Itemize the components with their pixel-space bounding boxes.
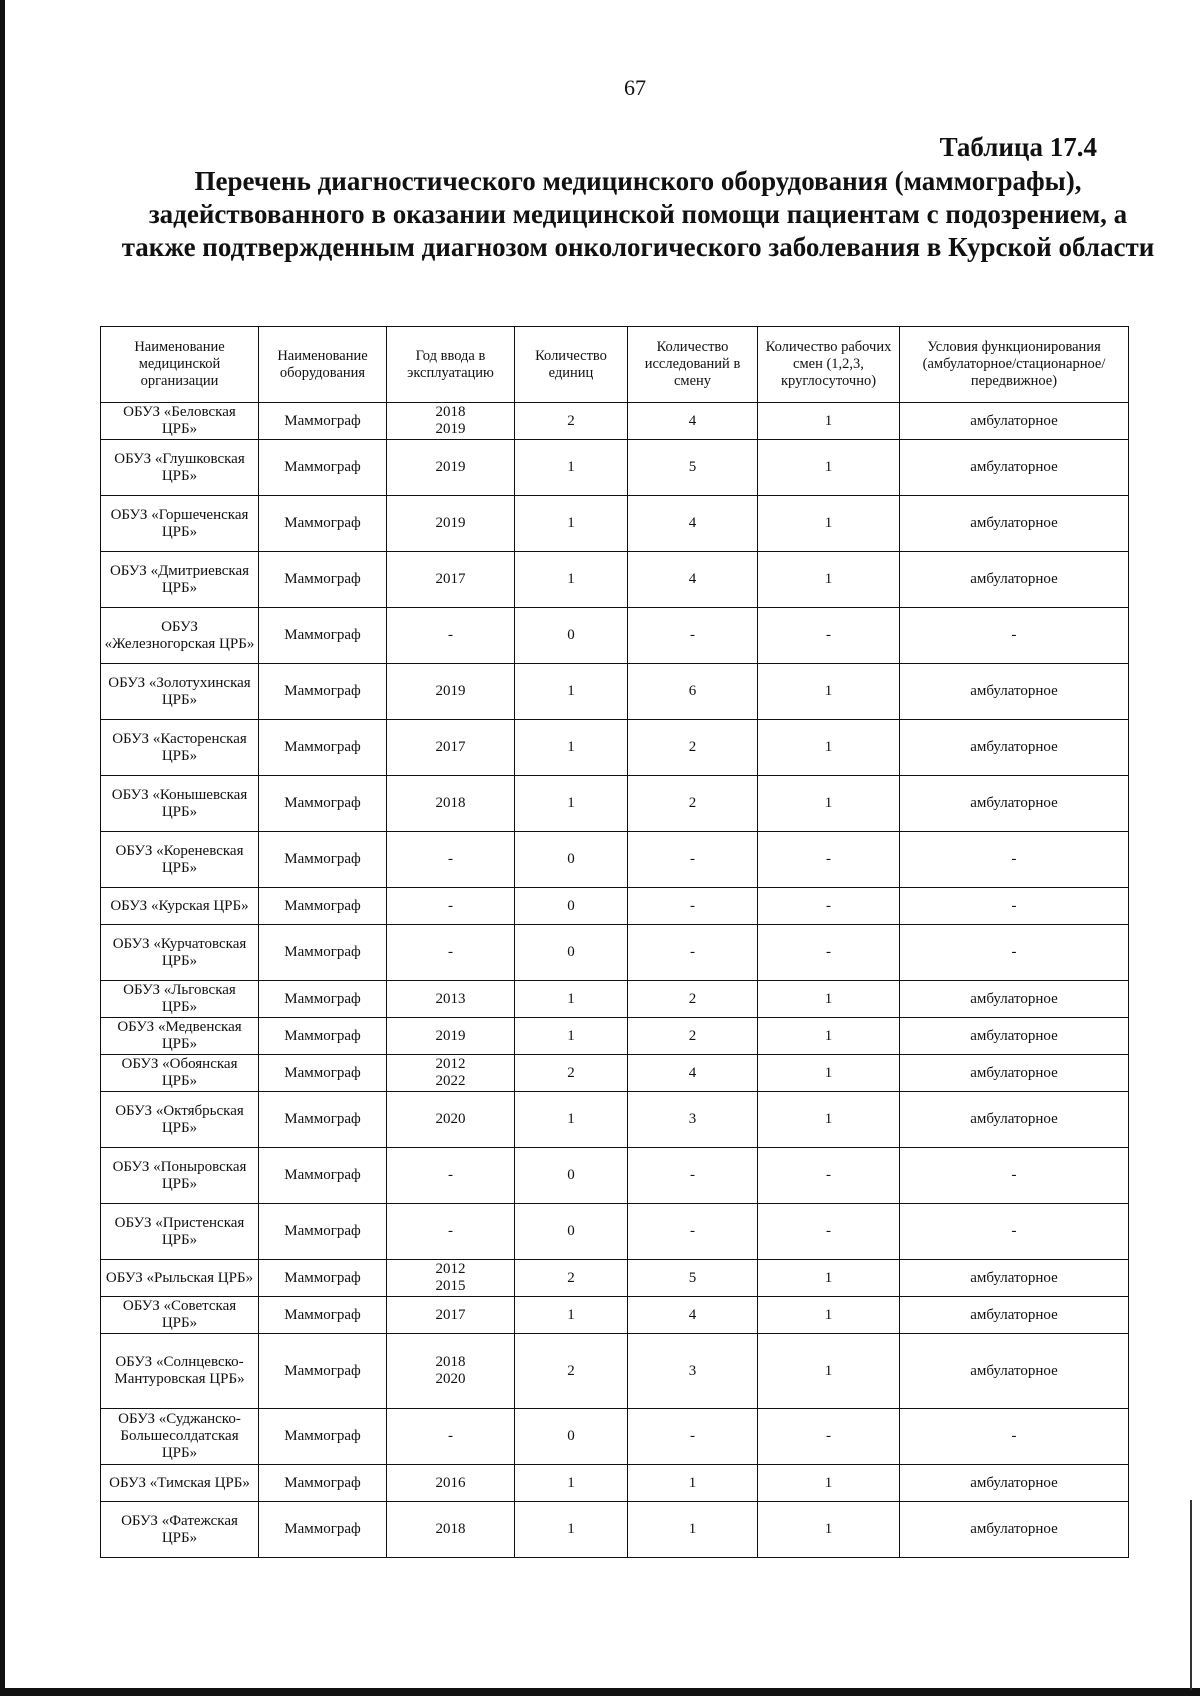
cell-shifts: 1 <box>758 1018 900 1055</box>
table-row <box>101 608 1129 664</box>
cell-equipment: Маммограф <box>259 981 387 1018</box>
header-studies: Количество исследований в смену <box>628 327 758 403</box>
cell-year: 2017 <box>387 552 515 608</box>
cell-conditions: амбулаторное <box>900 1297 1129 1334</box>
cell-shifts: 1 <box>758 720 900 776</box>
scan-edge-left <box>0 0 5 1696</box>
cell-units: 0 <box>515 832 628 888</box>
cell-units: 0 <box>515 925 628 981</box>
cell-studies: 4 <box>628 552 758 608</box>
cell-studies: - <box>628 832 758 888</box>
cell-year: 2017 <box>387 720 515 776</box>
cell-equipment: Маммограф <box>259 1409 387 1465</box>
cell-equipment: Маммограф <box>259 720 387 776</box>
cell-conditions: амбулаторное <box>900 1334 1129 1409</box>
table-row <box>101 981 1129 1018</box>
cell-equipment: Маммограф <box>259 1055 387 1092</box>
cell-year: - <box>387 925 515 981</box>
cell-year: 2020 <box>387 1092 515 1148</box>
cell-year: 2019 <box>387 1018 515 1055</box>
cell-conditions: амбулаторное <box>900 496 1129 552</box>
cell-equipment: Маммограф <box>259 552 387 608</box>
cell-organization: ОБУЗ «Железногорская ЦРБ» <box>101 608 259 664</box>
cell-studies: 4 <box>628 496 758 552</box>
header-organization: Наименование медицинской организации <box>101 327 259 403</box>
cell-organization: ОБУЗ «Октябрьская ЦРБ» <box>101 1092 259 1148</box>
cell-shifts: 1 <box>758 552 900 608</box>
cell-equipment: Маммограф <box>259 925 387 981</box>
cell-conditions: - <box>900 888 1129 925</box>
cell-shifts: 1 <box>758 1297 900 1334</box>
cell-conditions: - <box>900 1409 1129 1465</box>
cell-organization: ОБУЗ «Кореневская ЦРБ» <box>101 832 259 888</box>
cell-organization: ОБУЗ «Глушковская ЦРБ» <box>101 440 259 496</box>
table-row <box>101 888 1129 925</box>
cell-shifts: 1 <box>758 1092 900 1148</box>
cell-studies: 2 <box>628 981 758 1018</box>
cell-shifts: 1 <box>758 1502 900 1558</box>
cell-equipment: Маммограф <box>259 1260 387 1297</box>
cell-studies: 1 <box>628 1502 758 1558</box>
cell-organization: ОБУЗ «Золотухинская ЦРБ» <box>101 664 259 720</box>
cell-studies: 2 <box>628 1018 758 1055</box>
cell-shifts: - <box>758 1204 900 1260</box>
cell-units: 1 <box>515 552 628 608</box>
cell-units: 1 <box>515 440 628 496</box>
cell-conditions: амбулаторное <box>900 1502 1129 1558</box>
cell-conditions: амбулаторное <box>900 664 1129 720</box>
cell-organization: ОБУЗ «Поныровская ЦРБ» <box>101 1148 259 1204</box>
header-shifts: Количество рабочих смен (1,2,3, круглосуточно) <box>758 327 900 403</box>
cell-studies: 4 <box>628 403 758 440</box>
cell-equipment: Маммограф <box>259 664 387 720</box>
cell-shifts: - <box>758 1409 900 1465</box>
cell-shifts: - <box>758 1148 900 1204</box>
cell-organization: ОБУЗ «Горшеченская ЦРБ» <box>101 496 259 552</box>
scan-edge-bottom <box>0 1688 1200 1696</box>
cell-units: 1 <box>515 1018 628 1055</box>
table-row <box>101 1018 1129 1055</box>
cell-organization: ОБУЗ «Медвенская ЦРБ» <box>101 1018 259 1055</box>
cell-year: - <box>387 1204 515 1260</box>
cell-units: 0 <box>515 608 628 664</box>
cell-studies: 6 <box>628 664 758 720</box>
cell-studies: 1 <box>628 1465 758 1502</box>
cell-units: 0 <box>515 1409 628 1465</box>
header-equipment: Наименование оборудования <box>259 327 387 403</box>
table-row <box>101 1092 1129 1148</box>
cell-shifts: 1 <box>758 1334 900 1409</box>
table-row <box>101 1334 1129 1409</box>
table-row <box>101 925 1129 981</box>
cell-shifts: 1 <box>758 981 900 1018</box>
cell-studies: 4 <box>628 1055 758 1092</box>
cell-shifts: 1 <box>758 1260 900 1297</box>
cell-units: 1 <box>515 1297 628 1334</box>
cell-units: 1 <box>515 1092 628 1148</box>
cell-conditions: амбулаторное <box>900 1260 1129 1297</box>
table-row <box>101 1297 1129 1334</box>
cell-organization: ОБУЗ «Курчатовская ЦРБ» <box>101 925 259 981</box>
cell-year: 2019 <box>387 440 515 496</box>
table-row <box>101 1260 1129 1297</box>
cell-shifts: - <box>758 608 900 664</box>
cell-studies: - <box>628 888 758 925</box>
cell-organization: ОБУЗ «Советская ЦРБ» <box>101 1297 259 1334</box>
cell-organization: ОБУЗ «Конышевская ЦРБ» <box>101 776 259 832</box>
cell-conditions: амбулаторное <box>900 1055 1129 1092</box>
cell-conditions: - <box>900 925 1129 981</box>
cell-shifts: 1 <box>758 1465 900 1502</box>
cell-equipment: Маммограф <box>259 1465 387 1502</box>
cell-units: 2 <box>515 1055 628 1092</box>
table-row <box>101 403 1129 440</box>
cell-shifts: 1 <box>758 496 900 552</box>
cell-year: - <box>387 608 515 664</box>
cell-year: 2018 <box>387 1502 515 1558</box>
cell-equipment: Маммограф <box>259 1092 387 1148</box>
cell-equipment: Маммограф <box>259 496 387 552</box>
cell-studies: 3 <box>628 1334 758 1409</box>
table-row <box>101 776 1129 832</box>
cell-studies: 5 <box>628 1260 758 1297</box>
cell-units: 2 <box>515 1260 628 1297</box>
cell-year: 2012 2022 <box>387 1055 515 1092</box>
table-row <box>101 832 1129 888</box>
cell-equipment: Маммограф <box>259 1018 387 1055</box>
cell-units: 1 <box>515 720 628 776</box>
cell-conditions: амбулаторное <box>900 552 1129 608</box>
cell-shifts: 1 <box>758 776 900 832</box>
table-row <box>101 496 1129 552</box>
cell-units: 0 <box>515 1204 628 1260</box>
cell-organization: ОБУЗ «Пристенская ЦРБ» <box>101 1204 259 1260</box>
cell-studies: 2 <box>628 776 758 832</box>
cell-units: 1 <box>515 1502 628 1558</box>
cell-studies: - <box>628 1204 758 1260</box>
cell-year: - <box>387 832 515 888</box>
table-header-row <box>101 327 1129 403</box>
cell-year: 2019 <box>387 496 515 552</box>
cell-studies: - <box>628 608 758 664</box>
cell-organization: ОБУЗ «Фатежская ЦРБ» <box>101 1502 259 1558</box>
cell-year: 2019 <box>387 664 515 720</box>
cell-studies: 5 <box>628 440 758 496</box>
equipment-table <box>100 326 1129 1558</box>
cell-year: 2016 <box>387 1465 515 1502</box>
cell-year: 2013 <box>387 981 515 1018</box>
cell-conditions: амбулаторное <box>900 1018 1129 1055</box>
cell-equipment: Маммограф <box>259 1148 387 1204</box>
cell-units: 0 <box>515 888 628 925</box>
cell-studies: 2 <box>628 720 758 776</box>
table-row <box>101 1502 1129 1558</box>
table-row <box>101 1465 1129 1502</box>
cell-conditions: амбулаторное <box>900 1092 1129 1148</box>
table-row <box>101 552 1129 608</box>
cell-units: 1 <box>515 1465 628 1502</box>
cell-year: - <box>387 1148 515 1204</box>
cell-year: - <box>387 1409 515 1465</box>
table-row <box>101 1409 1129 1465</box>
cell-units: 1 <box>515 981 628 1018</box>
page-number: 67 <box>624 75 646 100</box>
table-row <box>101 1148 1129 1204</box>
cell-units: 1 <box>515 664 628 720</box>
cell-units: 1 <box>515 496 628 552</box>
document-title: Перечень диагностического медицинского оборудования (маммографы), задействованного в оказании медицинской помощи пациентам с подозрением, а также подтвержденным диагнозом онкологического заболевания в Курской области <box>121 166 1155 262</box>
cell-equipment: Маммограф <box>259 440 387 496</box>
cell-shifts: 1 <box>758 440 900 496</box>
cell-equipment: Маммограф <box>259 832 387 888</box>
cell-shifts: 1 <box>758 403 900 440</box>
cell-equipment: Маммограф <box>259 776 387 832</box>
cell-equipment: Маммограф <box>259 403 387 440</box>
header-units: Количество единиц <box>515 327 628 403</box>
cell-conditions: амбулаторное <box>900 776 1129 832</box>
cell-conditions: - <box>900 1148 1129 1204</box>
cell-shifts: - <box>758 925 900 981</box>
table-row <box>101 440 1129 496</box>
cell-year: 2018 2020 <box>387 1334 515 1409</box>
cell-conditions: амбулаторное <box>900 981 1129 1018</box>
cell-units: 2 <box>515 403 628 440</box>
cell-studies: 3 <box>628 1092 758 1148</box>
cell-units: 2 <box>515 1334 628 1409</box>
cell-organization: ОБУЗ «Рыльская ЦРБ» <box>101 1260 259 1297</box>
cell-year: 2012 2015 <box>387 1260 515 1297</box>
cell-organization: ОБУЗ «Дмитриевская ЦРБ» <box>101 552 259 608</box>
header-year: Год ввода в эксплуатацию <box>387 327 515 403</box>
cell-shifts: 1 <box>758 1055 900 1092</box>
cell-studies: - <box>628 1148 758 1204</box>
cell-organization: ОБУЗ «Курская ЦРБ» <box>101 888 259 925</box>
header-conditions: Условия функционирования (амбулаторное/стационарное/ передвижное) <box>900 327 1129 403</box>
cell-studies: - <box>628 925 758 981</box>
cell-shifts: - <box>758 832 900 888</box>
cell-conditions: - <box>900 1204 1129 1260</box>
cell-shifts: 1 <box>758 664 900 720</box>
cell-equipment: Маммограф <box>259 1297 387 1334</box>
cell-organization: ОБУЗ «Льговская ЦРБ» <box>101 981 259 1018</box>
cell-units: 1 <box>515 776 628 832</box>
cell-year: 2017 <box>387 1297 515 1334</box>
cell-conditions: амбулаторное <box>900 440 1129 496</box>
cell-studies: 4 <box>628 1297 758 1334</box>
table-row <box>101 1055 1129 1092</box>
cell-organization: ОБУЗ «Касторенская ЦРБ» <box>101 720 259 776</box>
cell-conditions: - <box>900 608 1129 664</box>
cell-conditions: амбулаторное <box>900 1465 1129 1502</box>
table-row <box>101 1204 1129 1260</box>
cell-shifts: - <box>758 888 900 925</box>
cell-conditions: амбулаторное <box>900 403 1129 440</box>
cell-equipment: Маммограф <box>259 1502 387 1558</box>
table-label: Таблица 17.4 <box>939 132 1097 162</box>
cell-equipment: Маммограф <box>259 888 387 925</box>
cell-organization: ОБУЗ «Обоянская ЦРБ» <box>101 1055 259 1092</box>
cell-equipment: Маммограф <box>259 1334 387 1409</box>
cell-equipment: Маммограф <box>259 1204 387 1260</box>
table-body <box>101 403 1129 1558</box>
cell-organization: ОБУЗ «Тимская ЦРБ» <box>101 1465 259 1502</box>
cell-units: 0 <box>515 1148 628 1204</box>
cell-studies: - <box>628 1409 758 1465</box>
cell-conditions: амбулаторное <box>900 720 1129 776</box>
cell-year: - <box>387 888 515 925</box>
cell-year: 2018 2019 <box>387 403 515 440</box>
scan-edge-right <box>1190 1500 1192 1690</box>
cell-year: 2018 <box>387 776 515 832</box>
cell-conditions: - <box>900 832 1129 888</box>
cell-organization: ОБУЗ «Суджанско-Большесолдатская ЦРБ» <box>101 1409 259 1465</box>
table-row <box>101 720 1129 776</box>
table-row <box>101 664 1129 720</box>
cell-organization: ОБУЗ «Беловская ЦРБ» <box>101 403 259 440</box>
cell-organization: ОБУЗ «Солнцевско-Мантуровская ЦРБ» <box>101 1334 259 1409</box>
cell-equipment: Маммограф <box>259 608 387 664</box>
